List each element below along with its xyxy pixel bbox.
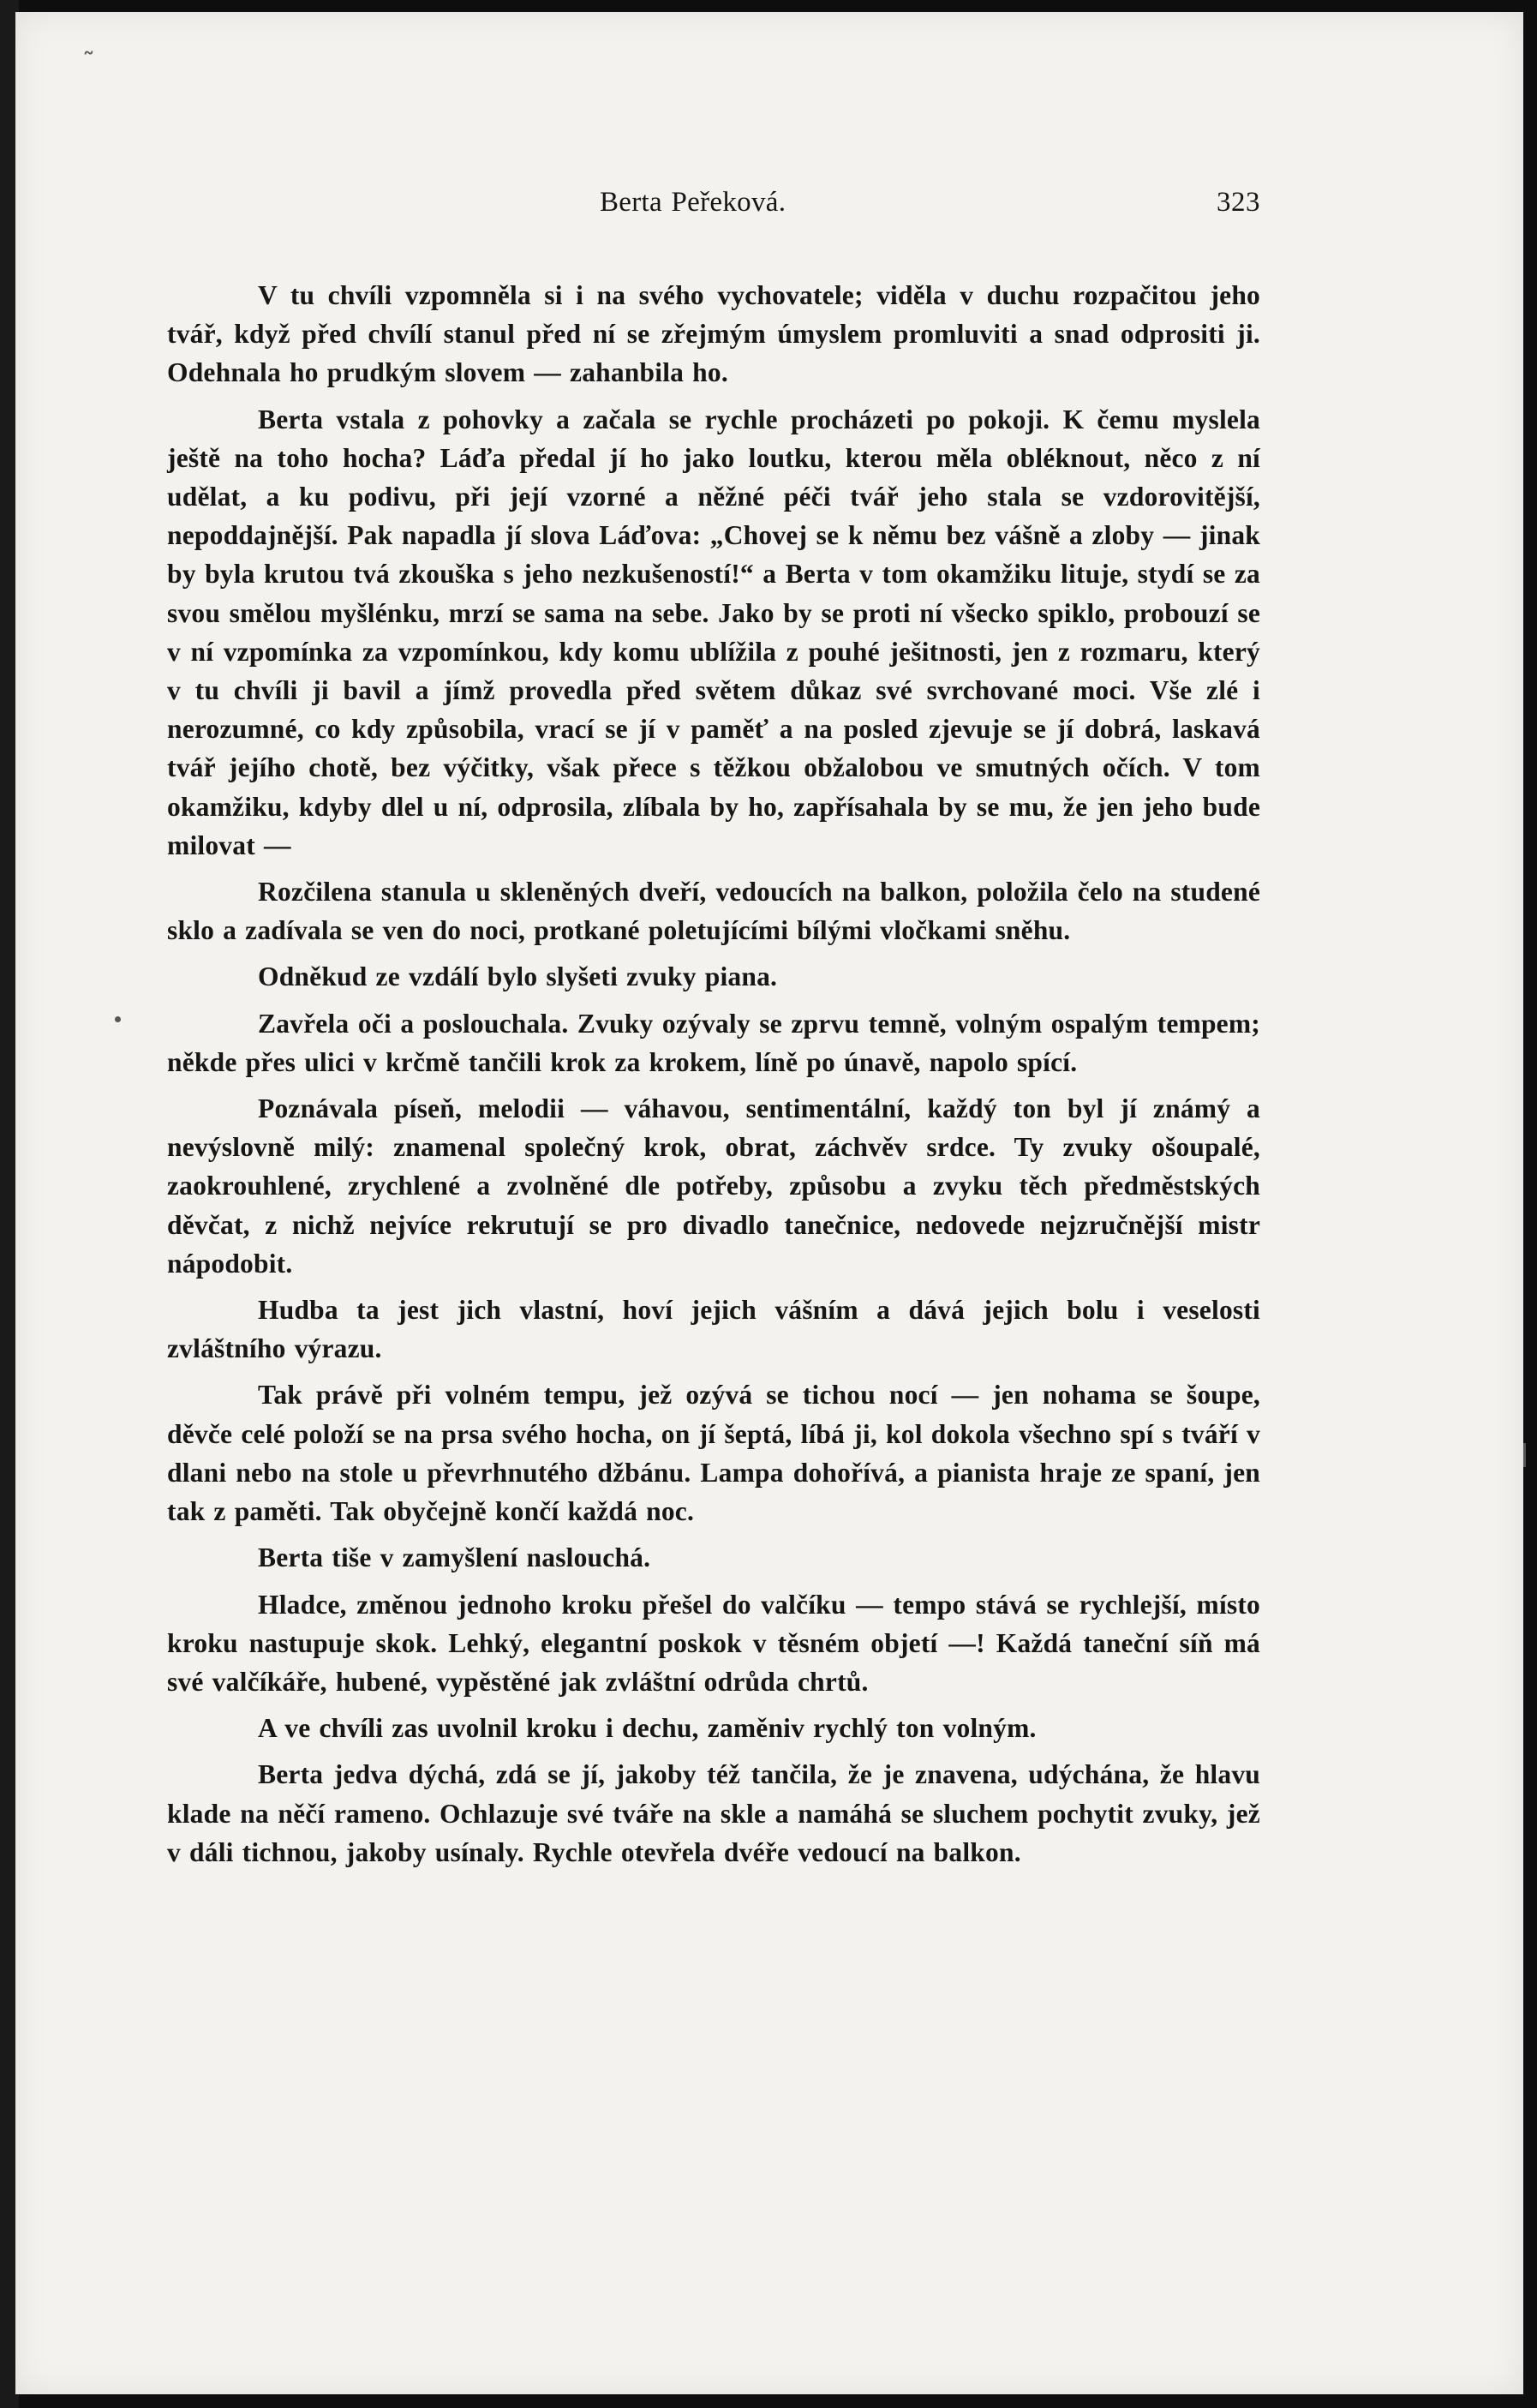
paragraph-3: Rozčilena stanula u skleněných dveří, vedoucích na balkon, položila čelo na studené sklo a zadívala se ven do noci, protkané poletujícími bílými vločkami sněhu. bbox=[167, 877, 1260, 946]
paragraph-5: Zavřela oči a poslouchala. Zvuky ozývaly se zprvu temně, volným ospalým tempem; někde přes ulici v krčmě tančili krok za krokem, líně po únavě, napolo spící. bbox=[167, 1008, 1260, 1077]
paragraph-7: Hudba ta jest jich vlastní, hoví jejich vášním a dává jejich bolu i veselosti zvláštního výrazu. bbox=[167, 1295, 1260, 1364]
margin-dot-icon bbox=[115, 1016, 121, 1022]
paragraph-10: Hladce, změnou jednoho kroku přešel do valčíku — tempo stává se rychlejší, místo kroku nastupuje skok. Lehký, elegantní poskok v těsném objetí —! Každá taneční síň má své valčíkáře, hubené, vypěstěné jak zvláštní odrůda chrtů. bbox=[167, 1589, 1260, 1697]
paragraph-1: V tu chvíli vzpomněla si i na svého vychovatele; viděla v duchu rozpačitou jeho tvář, když před chvílí stanul před ní se zřejmým úmyslem promluviti a snad odprositi ji. Odehnala ho prudkým slovem — zahanbila ho. bbox=[167, 280, 1260, 388]
paragraph-4: Odněkud ze vzdálí bylo slyšeti zvuky piana. bbox=[258, 961, 778, 992]
paragraph-8: Tak právě při volném tempu, jež ozývá se tichou nocí — jen nohama se šoupe, děvče celé položí se na prsa svého hocha, on jí šeptá, líbá ji, kol dokola všechno spí s tváří v dlani nebo na stole u převrhnutého džbánu. Lampa dohořívá, a pianista hraje ze spaní, jen tak z paměti. Tak obyčejně končí každá noc. bbox=[167, 1380, 1260, 1527]
scan-mark-icon: ˜ bbox=[82, 48, 95, 78]
running-header bbox=[167, 183, 1260, 231]
page-number: 323 bbox=[1217, 187, 1260, 218]
margin-tick-icon bbox=[1523, 1443, 1526, 1467]
paragraph-6: Poznávala píseň, melodii — váhavou, sentimentální, každý ton byl jí známý a nevýslovně milý: znamenal společný krok, obrat, záchvěv srdce. Ty zvuky ošoupalé, zaokrouhlené, zrychlené a zvolněné dle potřeby, způsobu a zvyku těch předměstských děvčat, z nichž nejvíce rekrutují se pro divadlo tanečnice, nedovede nejzručnější mistr nápodobit. bbox=[167, 1093, 1260, 1279]
page-text bbox=[167, 183, 1260, 1879]
paragraph-2: Berta vstala z pohovky a začala se rychle procházeti po pokoji. K čemu myslela ještě na toho hocha? Láďa předal jí ho jako loutku, kterou měla obléknout, něco z ní udělat, a ku podivu, při její vzorné a něžné péči tvář jeho stala se vzdorovitější, nepoddajnější. Pak napadla jí slova Láďova: „Chovej se k němu bez vášně a zloby — jinak by byla krutou tvá zkouška s jeho nezkušeností!“ a Berta v tom okamžiku lituje, stydí se za svou smělou myšlénku, mrzí se sama na sebe. Jako by se proti ní všecko spiklo, probouzí se v ní vzpomínka za vzpomínkou, kdy komu ublížila z pouhé ješitnosti, jen z rozmaru, který v tu chvíli ji bavil a jímž provedla před světem důkaz své svrchované moci. Vše zlé i nerozumné, co kdy způsobila, vrací se jí v paměť a na posled zjevuje se jí dobrá, laskavá tvář jejího chotě, bez výčitky, však přece s těžkou obžalobou ve smutných očích. V tom okamžiku, kdyby dlel u ní, odprosila, zlíbala by ho, zapřísahala by se mu, že jen jeho bude milovat — bbox=[167, 404, 1260, 860]
paragraph-9: Berta tiše v zamyšlení naslouchá. bbox=[258, 1542, 651, 1573]
paragraph-11: A ve chvíli zas uvolnil kroku i dechu, zaměniv rychlý ton volným. bbox=[258, 1713, 1037, 1744]
paragraph-12: Berta jedva dýchá, zdá se jí, jakoby též tančila, že je znavena, udýchána, že hlavu klade na něčí rameno. Ochlazuje své tváře na skle a namáhá se sluchem pochytit zvuky, jež v dáli tichnou, jakoby usínaly. Rychle otevřela dvéře vedoucí na balkon. bbox=[167, 1759, 1260, 1867]
running-title: Berta Peřeková. bbox=[600, 187, 786, 218]
